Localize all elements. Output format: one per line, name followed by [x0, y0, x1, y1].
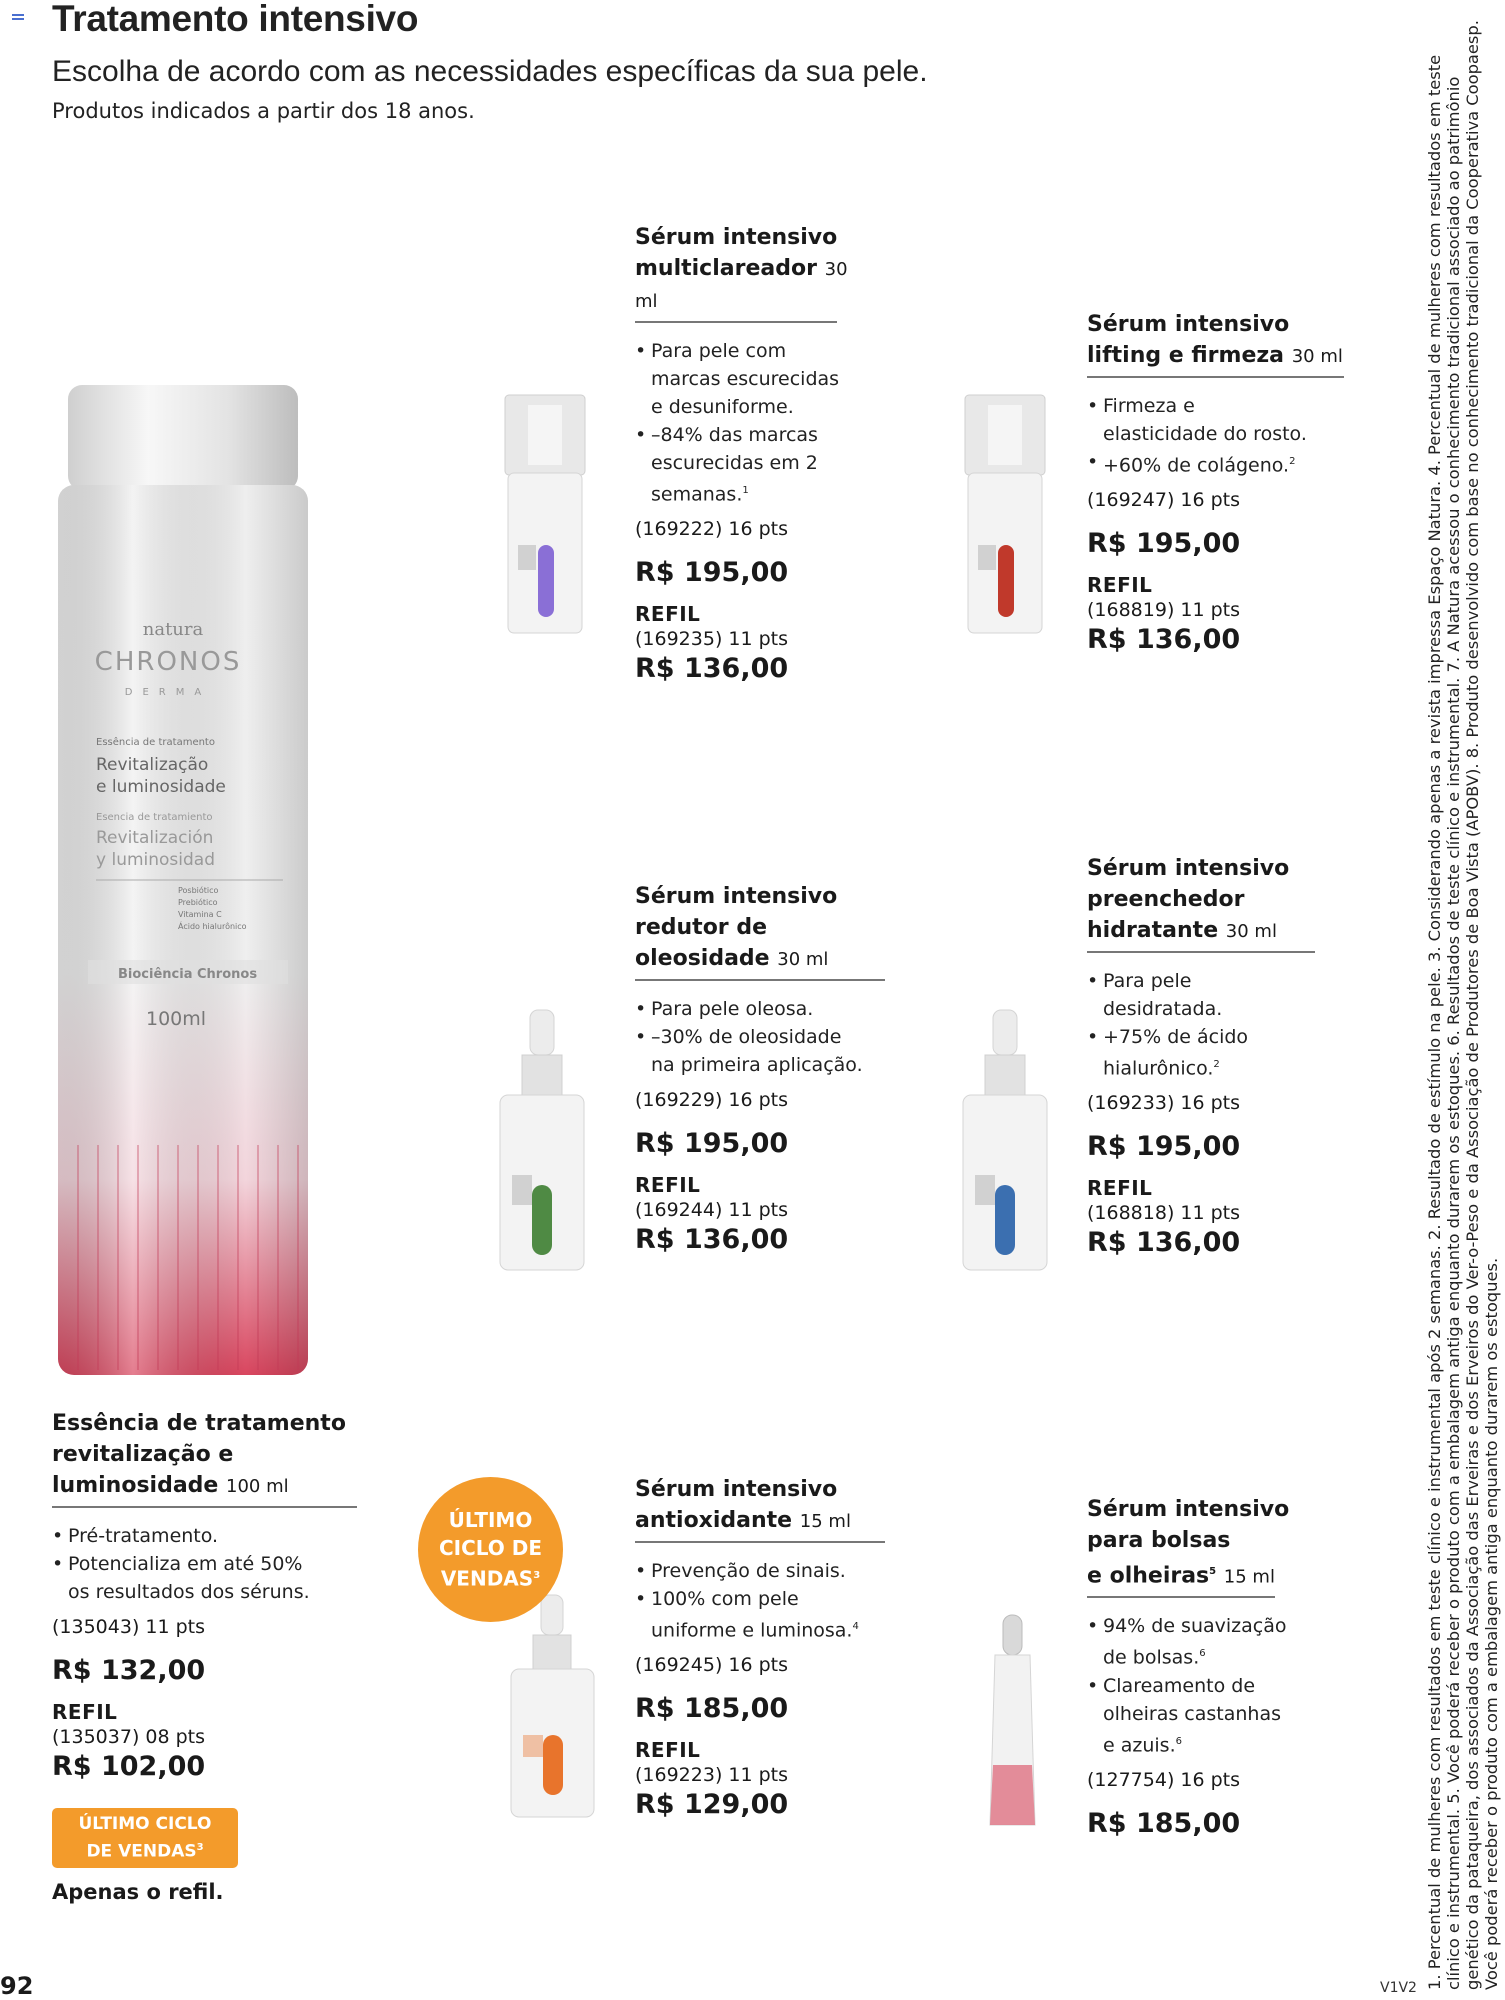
product-name: Sérum intensivo antioxidante 15 ml — [635, 1477, 851, 1533]
preenchedor-product — [1087, 853, 1347, 1260]
refil-code: (169223) 11 pts — [635, 1764, 789, 1787]
product-code: (169229) 16 pts — [635, 1089, 789, 1111]
product-code: (169222) 16 pts — [635, 518, 789, 541]
bolsas-product — [1087, 1494, 1347, 1841]
product-name: Sérum intensivo preenchedor hidratante 30 ml — [1087, 856, 1290, 943]
svg-text:Posbiótico: Posbiótico — [178, 886, 219, 895]
svg-text:Esencia de tratamiento: Esencia de tratamiento — [96, 812, 213, 823]
refil-price: R$ 129,00 — [635, 1789, 789, 1821]
product-name: Sérum intensivo para bolsas e olheiras$^5$ 15 ml — [1087, 1497, 1290, 1589]
benefit-bullet: • Para pele oleosa. — [635, 995, 895, 1023]
refil-code: (135037) 08 pts — [52, 1726, 206, 1748]
oleosidade-product — [635, 881, 895, 1257]
refil-code: (168818) 11 pts — [1087, 1202, 1241, 1225]
refil-code: (169235) 11 pts — [635, 628, 789, 651]
svg-text:Revitalización: Revitalización — [96, 828, 214, 848]
product-price: R$ 185,00 — [635, 1693, 789, 1725]
divider — [1087, 951, 1315, 953]
benefit-bullet: • Para pele desidratada. — [1087, 967, 1347, 1023]
product-price: R$ 132,00 — [52, 1655, 206, 1686]
multiclareador-bottle-image — [500, 395, 590, 635]
product-code: (169247) 16 pts — [1087, 489, 1241, 512]
benefit-bullet: • Potencializa em até 50% os resultados dos séruns. — [52, 1550, 352, 1606]
bottle-brand: natura — [142, 619, 204, 640]
product-name: Essência de tratamento revitalização e luminosidade 100 ml — [52, 1411, 346, 1498]
divider — [635, 321, 837, 323]
svg-text:Prebiótico: Prebiótico — [178, 898, 218, 907]
refil-label: REFIL — [635, 602, 701, 627]
refil-code: (168819) 11 pts — [1087, 599, 1241, 622]
refil-price: R$ 136,00 — [1087, 624, 1241, 656]
divider — [1087, 376, 1344, 378]
benefit-bullet: • Firmeza e elasticidade do rosto. — [1087, 392, 1347, 448]
benefit-bullet: • Pré-tratamento. — [52, 1522, 352, 1550]
product-name: Sérum intensivo lifting e firmeza 30 ml — [1087, 312, 1343, 368]
divider — [52, 1506, 357, 1508]
product-code: (135043) 11 pts — [52, 1616, 206, 1638]
product-code: (127754) 16 pts — [1087, 1768, 1241, 1791]
preenchedor-bottle-image — [955, 1010, 1055, 1275]
product-name: Sérum intensivo multiclareador 30 ml — [635, 225, 848, 312]
page-number: 92 — [0, 1972, 34, 2000]
refil-price: R$ 136,00 — [635, 1224, 789, 1255]
benefit-bullet: • Prevenção de sinais. — [635, 1557, 895, 1585]
essence-bottle-image — [58, 385, 308, 1385]
refil-label: REFIL — [635, 1738, 701, 1763]
last-cycle-badge-circle: ÚLTIMO CICLO DE VENDAS$^3$ — [418, 1477, 563, 1622]
essence-product — [52, 1408, 352, 1784]
product-price: R$ 195,00 — [1087, 528, 1241, 560]
svg-text:Biociência Chronos: Biociência Chronos — [118, 967, 258, 982]
refil-price: R$ 102,00 — [52, 1751, 206, 1782]
svg-text:Vitamina C: Vitamina C — [178, 910, 222, 919]
svg-text:100ml: 100ml — [146, 1008, 207, 1030]
last-cycle-badge: ÚLTIMO CICLO DE VENDAS$^3$ — [52, 1808, 238, 1868]
svg-text:Ácido hialurônico: Ácido hialurônico — [178, 922, 247, 931]
lifting-product — [1087, 309, 1347, 657]
divider — [1087, 1596, 1275, 1598]
product-code: (169233) 16 pts — [1087, 1092, 1241, 1115]
antioxidante-product — [635, 1474, 895, 1822]
oleosidade-bottle-image — [492, 1010, 592, 1275]
benefit-bullet: • Clareamento de olheiras castanhas e azuis.$^6$ — [1087, 1672, 1347, 1759]
antioxidante-bottle-image — [505, 1595, 600, 1820]
benefit-bullet: • +75% de ácido hialurônico.$^2$ — [1087, 1023, 1347, 1082]
refil-price: R$ 136,00 — [1087, 1227, 1241, 1259]
refil-price: R$ 136,00 — [635, 653, 789, 685]
benefit-bullet: • +60% de colágeno.$^2$ — [1087, 448, 1347, 479]
product-price: R$ 195,00 — [635, 557, 789, 589]
page-title: Tratamento intensivo — [52, 0, 419, 39]
product-price: R$ 195,00 — [1087, 1131, 1241, 1163]
product-name: Sérum intensivo redutor de oleosidade 30 ml — [635, 884, 838, 971]
benefit-bullet: • 100% com pele uniforme e luminosa.$^4$ — [635, 1585, 895, 1644]
version-code: V1V2 — [1380, 1980, 1417, 1996]
divider — [635, 1541, 885, 1543]
benefit-bullet: • –84% das marcas escurecidas em 2 semanas.$^1$ — [635, 421, 865, 508]
refil-label: REFIL — [635, 1173, 701, 1197]
refil-label: REFIL — [1087, 1176, 1153, 1201]
lifting-bottle-image — [960, 395, 1050, 635]
refil-label: REFIL — [1087, 573, 1153, 598]
svg-text:CHRONOS: CHRONOS — [94, 647, 242, 677]
svg-text:Essência de tratamento: Essência de tratamento — [96, 737, 215, 748]
svg-text:y luminosidad: y luminosidad — [96, 850, 215, 870]
divider — [635, 979, 885, 981]
only-refil-note: Apenas o refil. — [52, 1880, 224, 1904]
svg-text:DERMA: DERMA — [124, 687, 212, 698]
product-code: (169245) 16 pts — [635, 1654, 789, 1677]
age-note: Produtos indicados a partir dos 18 anos. — [52, 99, 475, 123]
product-price: R$ 195,00 — [635, 1128, 789, 1159]
refil-code: (169244) 11 pts — [635, 1199, 789, 1221]
svg-text:Revitalização: Revitalização — [96, 755, 209, 775]
page-subtitle: Escolha de acordo com as necessidades específicas da sua pele. — [52, 55, 928, 88]
multiclareador-product — [635, 222, 865, 686]
product-price: R$ 185,00 — [1087, 1807, 1241, 1839]
menu-icon[interactable] — [12, 14, 24, 24]
benefit-bullet: • –30% de oleosidade na primeira aplicação. — [635, 1023, 895, 1079]
svg-text:e luminosidade: e luminosidade — [96, 777, 226, 797]
bolsas-tube-image — [985, 1615, 1040, 1830]
refil-label: REFIL — [52, 1700, 118, 1724]
benefit-bullet: • Para pele com marcas escurecidas e desuniforme. — [635, 337, 865, 421]
footnotes: 1. Percentual de mulheres com resultados em teste clínico e instrumental após 2 semanas. 2. Resultado de estímulo na pele. 3. Considerando apenas a revista impressa Espaço Natura. 4. Percentual de mulheres com resultados em teste clínico e instrumental. 5. Você poderá receber o produto com a embalagem antiga enquanto durarem os estoques. 6. Resultados de teste clínico e instrumental. 7. A Natura acessou o conhecimento tradicional associado ao patrimônio genético da pataqueira, dos associados da Associação das Erveiras e dos Erveiros do Ver-o-Peso e da Associação de Produtores de Boa Vista (APOBV). 8. Produto desenvolvido com base no conhecimento tradicional da Cooperativa Coopaesp. Você poderá receber o produto com a embalagem antiga enquanto durarem os estoques. — [1425, 20, 1501, 1990]
benefit-bullet: • 94% de suavização de bolsas.$^6$ — [1087, 1612, 1347, 1671]
